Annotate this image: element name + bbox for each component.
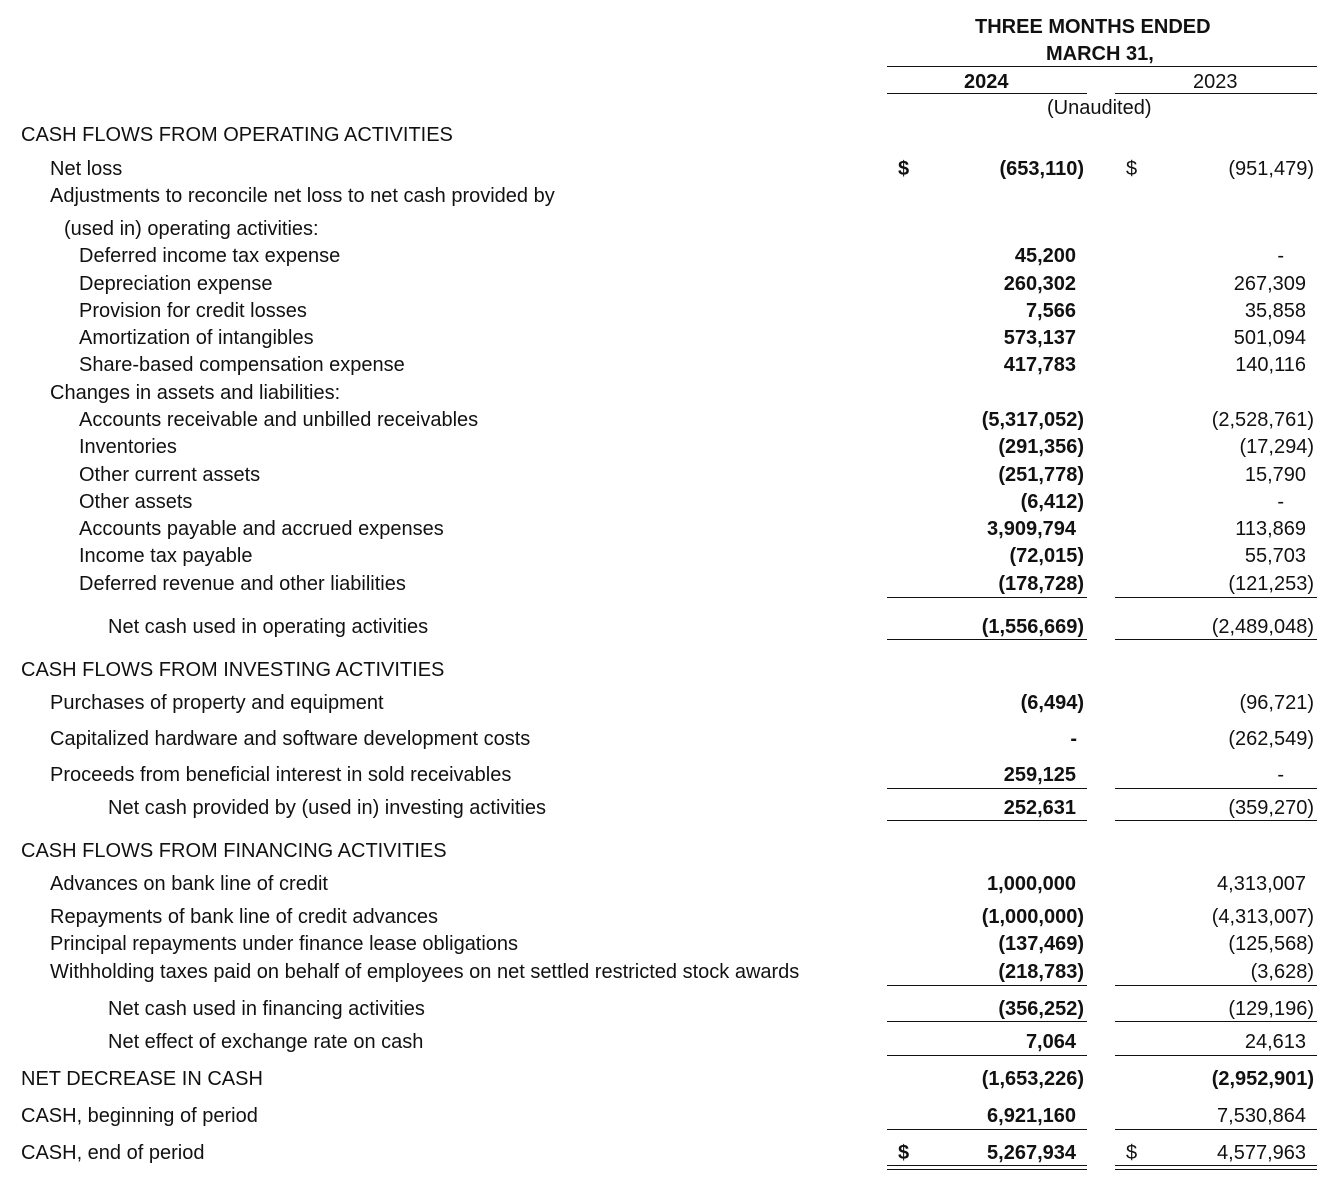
value-2024-other-current-assets: (251,778): [998, 464, 1084, 486]
value-2023-repayments-loc: (4,313,007): [1211, 906, 1314, 928]
value-2023-net-financing: (129,196): [1228, 998, 1314, 1020]
value-2024-accounts-payable: 3,909,794: [987, 518, 1076, 540]
value-2024-share-comp: 417,783: [1003, 354, 1076, 376]
value-2024-cash-end: 5,267,934: [987, 1142, 1076, 1164]
row-label-net-operating: Net cash used in operating activities: [108, 616, 429, 638]
row-label-share-comp: Share-based compensation expense: [79, 354, 405, 376]
subtotal-rule-operating-2024: [887, 597, 1087, 598]
section-title-financing: CASH FLOWS FROM FINANCING ACTIVITIES: [21, 840, 447, 862]
total-rule-investing-2023: [1115, 820, 1317, 821]
period-header-line1: THREE MONTHS ENDED: [975, 16, 1211, 38]
value-2023-accounts-receivable: (2,528,761): [1211, 409, 1314, 431]
period-header-line2: MARCH 31,: [1046, 43, 1154, 65]
value-2024-deferred-tax: 45,200: [1014, 245, 1076, 267]
row-label-other-current-assets: Other current assets: [79, 464, 261, 486]
value-2024-net-decrease: (1,653,226): [981, 1068, 1084, 1090]
value-2023-other-assets: -: [1277, 491, 1284, 513]
subtotal-rule-investing-2023: [1115, 788, 1317, 789]
row-label-deferred-tax: Deferred income tax expense: [79, 245, 341, 267]
row-label-withholding-taxes: Withholding taxes paid on behalf of employees on net settled restricted stock awards: [50, 961, 800, 983]
year-prior-header: 2023: [1193, 71, 1238, 93]
value-2023-deferred-revenue: (121,253): [1228, 573, 1314, 595]
row-label-inventories: Inventories: [79, 436, 177, 458]
row-label-changes-header: Changes in assets and liabilities:: [50, 382, 341, 404]
value-2024-amortization: 573,137: [1003, 327, 1076, 349]
value-2023-net-investing: (359,270): [1228, 797, 1314, 819]
row-label-net-financing: Net cash used in financing activities: [108, 998, 425, 1020]
row-label-net-investing: Net cash provided by (used in) investing activities: [108, 797, 546, 819]
value-2023-amortization: 501,094: [1233, 327, 1306, 349]
value-2024-withholding-taxes: (218,783): [998, 961, 1084, 983]
value-2024-other-assets: (6,412): [1020, 491, 1084, 513]
value-2024-credit-losses: 7,566: [1025, 300, 1076, 322]
total-rule-operating-2023: [1115, 639, 1317, 640]
row-label-adjustments-line2: (used in) operating activities:: [64, 218, 319, 240]
row-label-income-tax-payable: Income tax payable: [79, 545, 253, 567]
value-2023-fx-effect: 24,613: [1244, 1031, 1306, 1053]
value-2023-finance-lease: (125,568): [1228, 933, 1314, 955]
value-2024-net-investing: 252,631: [1003, 797, 1076, 819]
row-label-net-decrease: NET DECREASE IN CASH: [21, 1068, 263, 1090]
row-label-proceeds-beneficial: Proceeds from beneficial interest in sold receivables: [50, 764, 512, 786]
value-2023-withholding-taxes: (3,628): [1250, 961, 1314, 983]
row-label-capitalized-dev: Capitalized hardware and software development costs: [50, 728, 531, 750]
value-2024-fx-effect: 7,064: [1025, 1031, 1076, 1053]
value-2023-credit-losses: 35,858: [1244, 300, 1306, 322]
value-2023-advances-loc: 4,313,007: [1217, 873, 1306, 895]
value-2024-proceeds-beneficial: 259,125: [1003, 764, 1076, 786]
value-2023-share-comp: 140,116: [1235, 354, 1306, 376]
value-2024-cash-beginning: 6,921,160: [987, 1105, 1076, 1127]
subtotal-rule-operating-2023: [1115, 597, 1317, 598]
double-rule-cash-end-2024: [887, 1165, 1087, 1170]
currency-symbol-2023: $: [1126, 158, 1138, 180]
value-2023-depreciation: 267,309: [1233, 273, 1306, 295]
year-current-rule: [887, 93, 1087, 94]
total-rule-financing-2023: [1115, 1021, 1317, 1022]
rule-cash-beginning-2024: [887, 1129, 1087, 1130]
row-label-accounts-receivable: Accounts receivable and unbilled receivables: [79, 409, 479, 431]
currency-symbol-2024-end: $: [898, 1142, 910, 1164]
value-2024-advances-loc: 1,000,000: [987, 873, 1076, 895]
row-label-amortization: Amortization of intangibles: [79, 327, 314, 349]
rule-cash-beginning-2023: [1115, 1129, 1317, 1130]
value-2024-net-operating: (1,556,669): [981, 616, 1084, 638]
value-2023-net-operating: (2,489,048): [1211, 616, 1314, 638]
value-2023-deferred-tax: -: [1277, 245, 1284, 267]
row-label-adjustments-line1: Adjustments to reconcile net loss to net cash provided by: [50, 185, 555, 207]
currency-symbol-2024: $: [898, 158, 910, 180]
total-rule-financing-2024: [887, 1021, 1087, 1022]
value-2024-repayments-loc: (1,000,000): [981, 906, 1084, 928]
row-label-fx-effect: Net effect of exchange rate on cash: [108, 1031, 424, 1053]
year-current-header: 2024: [964, 71, 1009, 93]
rule-fx-2023: [1115, 1055, 1317, 1056]
subtotal-rule-financing-2023: [1115, 985, 1317, 986]
row-label-repayments-loc: Repayments of bank line of credit advances: [50, 906, 438, 928]
total-rule-operating-2024: [887, 639, 1087, 640]
double-rule-cash-end-2023: [1115, 1165, 1317, 1170]
row-label-credit-losses: Provision for credit losses: [79, 300, 307, 322]
row-label-net-loss: Net loss: [50, 158, 123, 180]
section-title-investing: CASH FLOWS FROM INVESTING ACTIVITIES: [21, 659, 445, 681]
row-label-accounts-payable: Accounts payable and accrued expenses: [79, 518, 444, 540]
value-2023-net-loss: (951,479): [1228, 158, 1314, 180]
total-rule-investing-2024: [887, 820, 1087, 821]
row-label-deferred-revenue: Deferred revenue and other liabilities: [79, 573, 406, 595]
value-2024-capitalized-dev: -: [1070, 728, 1077, 750]
row-label-cash-end: CASH, end of period: [21, 1142, 205, 1164]
row-label-cash-beginning: CASH, beginning of period: [21, 1105, 258, 1127]
section-title-operating: CASH FLOWS FROM OPERATING ACTIVITIES: [21, 124, 453, 146]
value-2023-capitalized-dev: (262,549): [1228, 728, 1314, 750]
value-2024-deferred-revenue: (178,728): [998, 573, 1084, 595]
value-2024-accounts-receivable: (5,317,052): [981, 409, 1084, 431]
value-2023-cash-beginning: 7,530,864: [1217, 1105, 1306, 1127]
value-2023-other-current-assets: 15,790: [1244, 464, 1306, 486]
row-label-finance-lease: Principal repayments under finance lease obligations: [50, 933, 519, 955]
value-2023-cash-end: 4,577,963: [1217, 1142, 1306, 1164]
value-2024-net-loss: (653,110): [999, 158, 1084, 180]
value-2024-net-financing: (356,252): [998, 998, 1084, 1020]
year-prior-rule: [1115, 93, 1317, 94]
value-2024-inventories: (291,356): [998, 436, 1084, 458]
currency-symbol-2023-end: $: [1126, 1142, 1138, 1164]
row-label-purchases-ppe: Purchases of property and equipment: [50, 692, 384, 714]
row-label-depreciation: Depreciation expense: [79, 273, 273, 295]
row-label-other-assets: Other assets: [79, 491, 193, 513]
value-2024-depreciation: 260,302: [1003, 273, 1076, 295]
row-label-advances-loc: Advances on bank line of credit: [50, 873, 328, 895]
value-2023-income-tax-payable: 55,703: [1244, 545, 1306, 567]
unaudited-label: (Unaudited): [1047, 97, 1152, 119]
subtotal-rule-financing-2024: [887, 985, 1087, 986]
subtotal-rule-investing-2024: [887, 788, 1087, 789]
value-2024-purchases-ppe: (6,494): [1020, 692, 1084, 714]
value-2023-purchases-ppe: (96,721): [1239, 692, 1314, 714]
value-2023-inventories: (17,294): [1239, 436, 1314, 458]
value-2023-net-decrease: (2,952,901): [1211, 1068, 1314, 1090]
value-2023-proceeds-beneficial: -: [1277, 764, 1284, 786]
value-2023-accounts-payable: 113,869: [1235, 518, 1306, 540]
value-2024-income-tax-payable: (72,015): [1009, 545, 1084, 567]
rule-fx-2024: [887, 1055, 1087, 1056]
header-rule-top: [887, 66, 1317, 67]
value-2024-finance-lease: (137,469): [998, 933, 1084, 955]
